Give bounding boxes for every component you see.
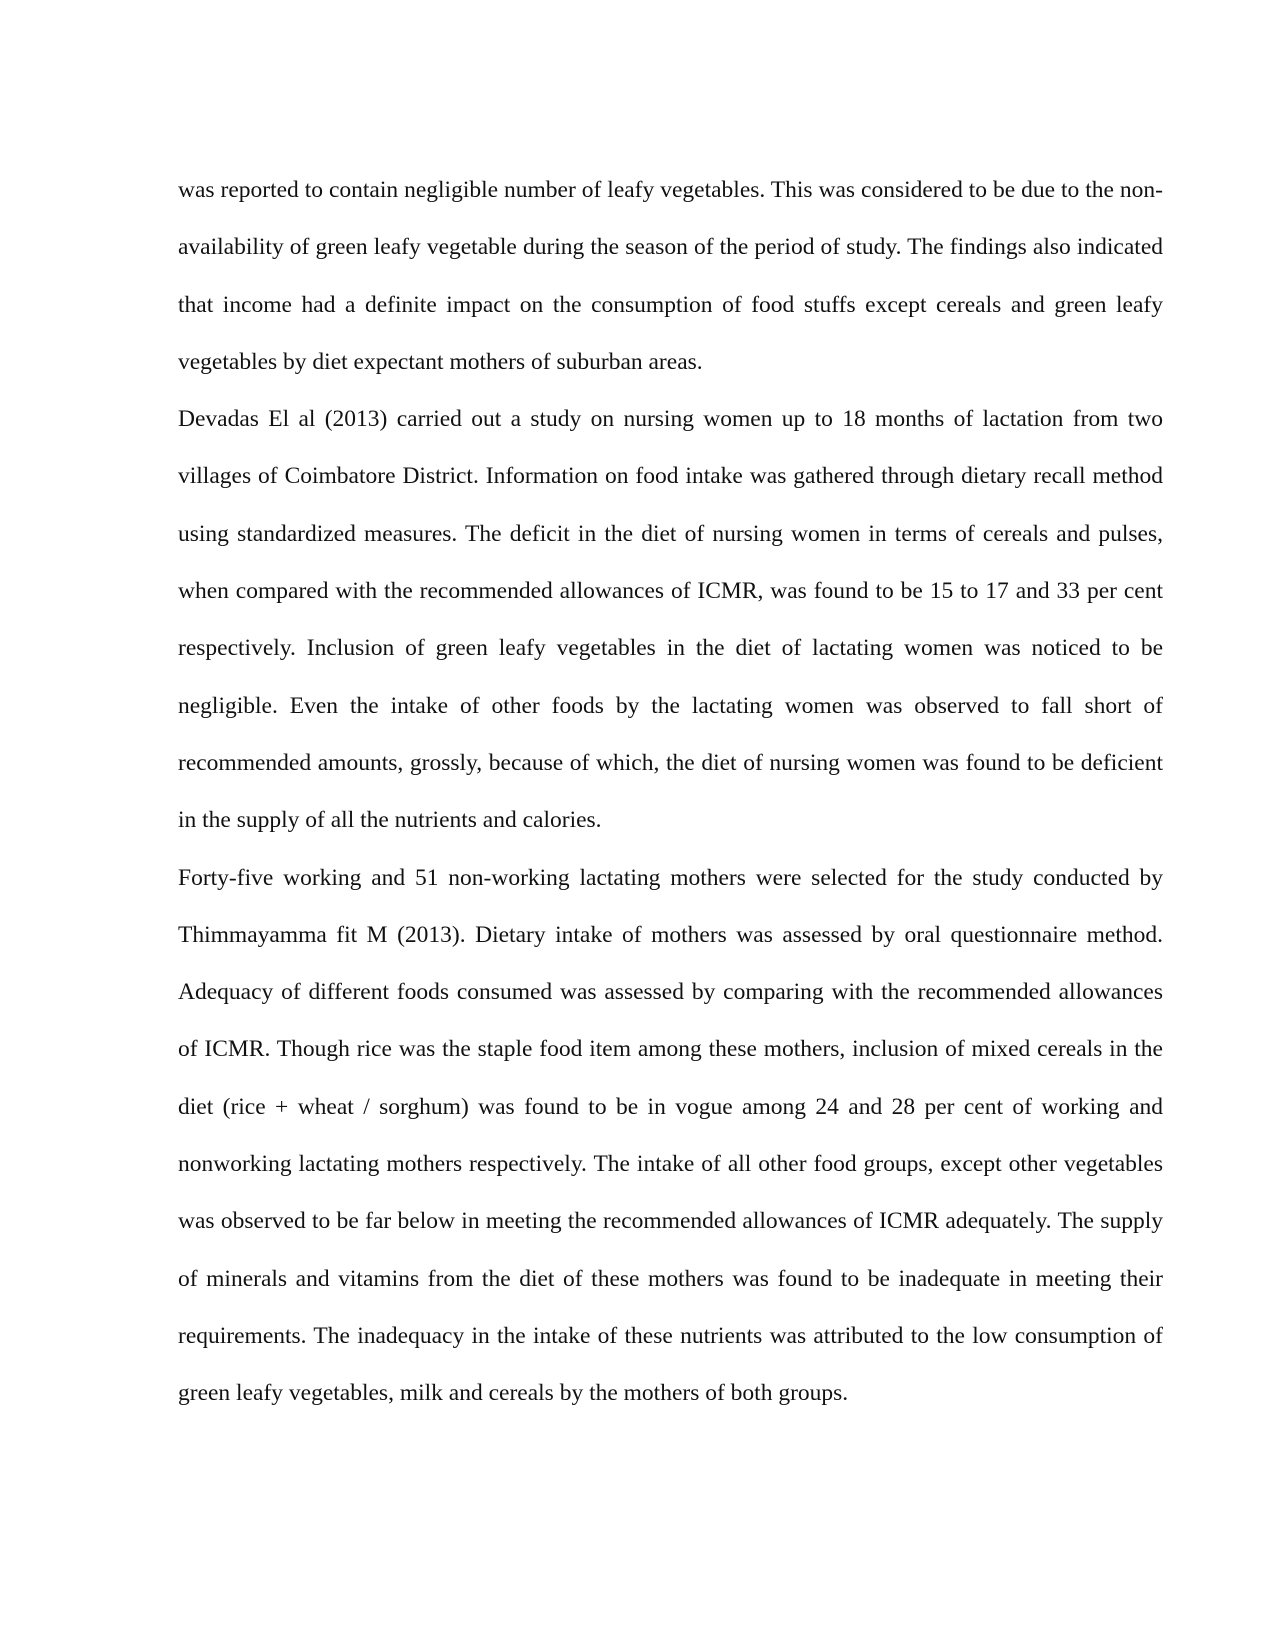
body-text: [178, 162, 1163, 1423]
paragraph-devadas-study: Devadas El al (2013) carried out a study on nursing women up to 18 months of lactation from two villages of Coimbatore District. Information on food intake was gathered through dietary recall method using standardized measures. The deficit in the diet of nursing women in terms of cereals and pulses, when compared with the recommended allowances of ICMR, was found to be 15 to 17 and 33 per cent respectively. Inclusion of green leafy vegetables in the diet of lactating women was noticed to be negligible. Even the intake of other foods by the lactating women was observed to fall short of recommended amounts, grossly, because of which, the diet of nursing women was found to be deficient in the supply of all the nutrients and calories.: [178, 406, 1163, 834]
paragraph-leafy-vegetables: was reported to contain negligible number of leafy vegetables. This was considered to be due to the non-availability of green leafy vegetable during the season of the period of study. The findings also indicated that income had a definite impact on the consumption of food stuffs except cereals and green leafy vegetables by diet expectant mothers of suburban areas.: [178, 177, 1163, 375]
paragraph-thimmayamma-study: Forty-five working and 51 non-working lactating mothers were selected for the study conducted by Thimmayamma fit M (2013). Dietary intake of mothers was assessed by oral questionnaire method. Adequacy of different foods consumed was assessed by comparing with the recommended allowances of ICMR. Though rice was the staple food item among these mothers, inclusion of mixed cereals in the diet (rice + wheat / sorghum) was found to be in vogue among 24 and 28 per cent of working and nonworking lactating mothers respectively. The intake of all other food groups, except other vegetables was observed to be far below in meeting the recommended allowances of ICMR adequately. The supply of minerals and vitamins from the diet of these mothers was found to be inadequate in meeting their requirements. The inadequacy in the intake of these nutrients was attributed to the low consumption of green leafy vegetables, milk and cereals by the mothers of both groups.: [178, 864, 1163, 1407]
